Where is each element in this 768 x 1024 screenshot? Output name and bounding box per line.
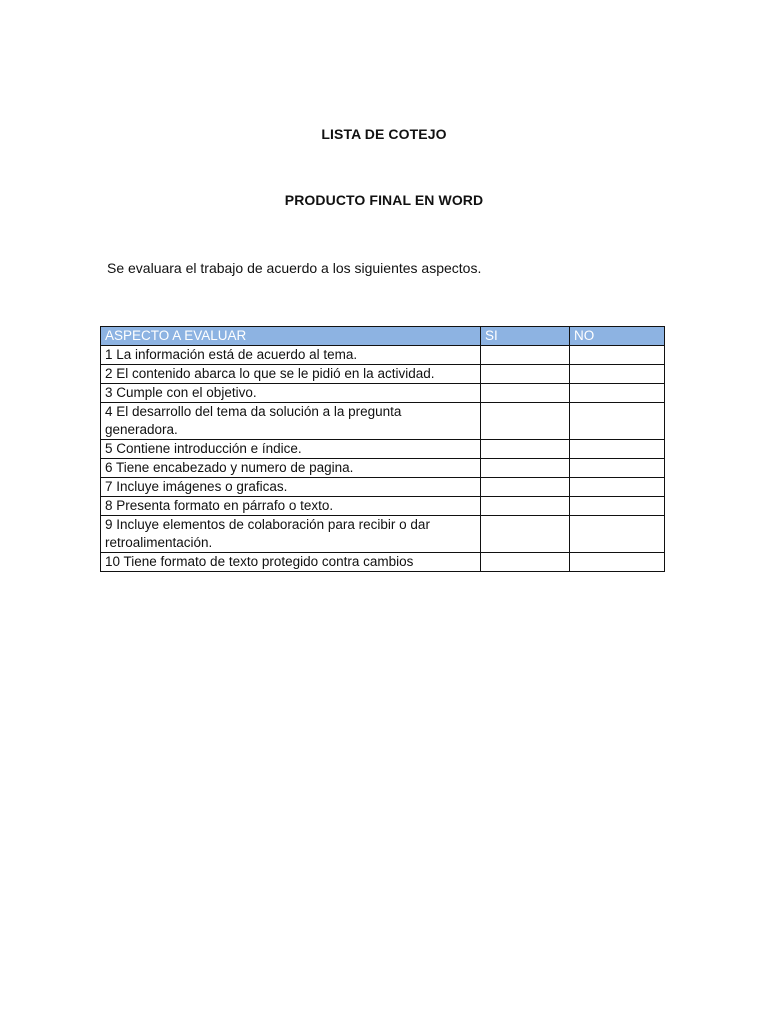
aspect-cell: 5 Contiene introducción e índice. bbox=[101, 440, 481, 459]
no-cell bbox=[570, 478, 665, 497]
aspect-cell: 8 Presenta formato en párrafo o texto. bbox=[101, 497, 481, 516]
intro-paragraph: Se evaluara el trabajo de acuerdo a los siguientes aspectos. bbox=[107, 260, 482, 276]
si-cell bbox=[481, 365, 570, 384]
document-subtitle: PRODUCTO FINAL EN WORD bbox=[284, 192, 484, 208]
header-aspecto: ASPECTO A EVALUAR bbox=[101, 327, 481, 346]
header-si: SI bbox=[481, 327, 570, 346]
table-row bbox=[101, 478, 665, 497]
no-cell bbox=[570, 516, 665, 553]
no-cell bbox=[570, 497, 665, 516]
aspect-cell: 2 El contenido abarca lo que se le pidió en la actividad. bbox=[101, 365, 481, 384]
no-cell bbox=[570, 459, 665, 478]
si-cell bbox=[481, 516, 570, 553]
no-cell bbox=[570, 403, 665, 440]
no-cell bbox=[570, 440, 665, 459]
si-cell bbox=[481, 497, 570, 516]
si-cell bbox=[481, 346, 570, 365]
table-row bbox=[101, 346, 665, 365]
si-cell bbox=[481, 459, 570, 478]
no-cell bbox=[570, 384, 665, 403]
no-cell bbox=[570, 346, 665, 365]
table-row bbox=[101, 403, 665, 440]
table-row bbox=[101, 365, 665, 384]
aspect-cell: 10 Tiene formato de texto protegido contra cambios bbox=[101, 553, 481, 572]
header-no: NO bbox=[570, 327, 665, 346]
no-cell bbox=[570, 365, 665, 384]
si-cell bbox=[481, 384, 570, 403]
table-row bbox=[101, 384, 665, 403]
table-row bbox=[101, 553, 665, 572]
table-row bbox=[101, 459, 665, 478]
si-cell bbox=[481, 403, 570, 440]
table-header-row bbox=[101, 327, 665, 346]
si-cell bbox=[481, 478, 570, 497]
si-cell bbox=[481, 440, 570, 459]
document-title: LISTA DE COTEJO bbox=[321, 126, 447, 142]
si-cell bbox=[481, 553, 570, 572]
no-cell bbox=[570, 553, 665, 572]
checklist-table bbox=[100, 326, 665, 572]
aspect-cell: 3 Cumple con el objetivo. bbox=[101, 384, 481, 403]
aspect-cell: 9 Incluye elementos de colaboración para recibir o dar retroalimentación. bbox=[101, 516, 481, 553]
aspect-cell: 1 La información está de acuerdo al tema. bbox=[101, 346, 481, 365]
aspect-cell: 6 Tiene encabezado y numero de pagina. bbox=[101, 459, 481, 478]
table-row bbox=[101, 440, 665, 459]
aspect-cell: 7 Incluye imágenes o graficas. bbox=[101, 478, 481, 497]
table-row bbox=[101, 516, 665, 553]
table-row bbox=[101, 497, 665, 516]
aspect-cell: 4 El desarrollo del tema da solución a la pregunta generadora. bbox=[101, 403, 481, 440]
